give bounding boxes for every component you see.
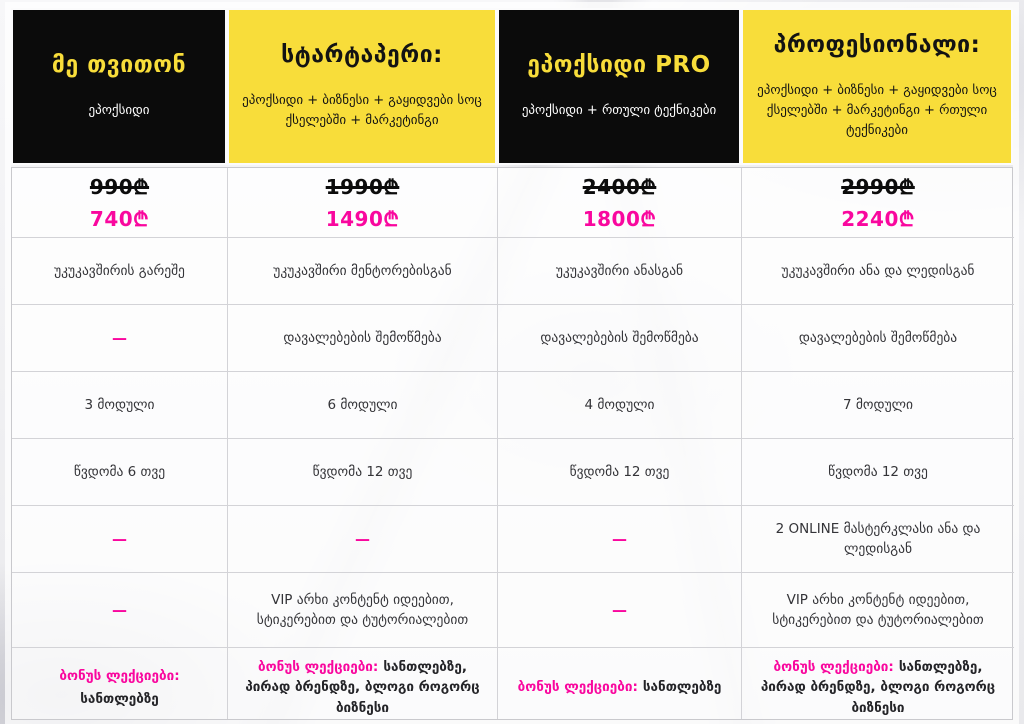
feature-cell-dash: —: [12, 305, 228, 372]
price-cell: [12, 168, 228, 238]
plan-header-4: [741, 8, 1013, 165]
feature-cell: 6 მოდული: [228, 372, 498, 439]
plan-header-3: [497, 8, 741, 165]
plan-title: მე თვითონ: [51, 52, 187, 79]
feature-cell: 4 მოდული: [498, 372, 742, 439]
plan-subtitle: ეპოქსიდი: [88, 102, 150, 118]
feature-cell: წვდომა 12 თვე: [498, 439, 742, 506]
feature-cell: უკუკავშირი მენტორებისგან: [228, 238, 498, 305]
feature-cell: 7 მოდული: [742, 372, 1014, 439]
feature-cell: VIP არხი კონტენტ იდეებით, სტიკერებით და ტუტორიალებით: [742, 573, 1014, 648]
feature-cell-dash: —: [498, 506, 742, 573]
feature-cell: 3 მოდული: [12, 372, 228, 439]
old-price: 1990₾: [325, 174, 400, 199]
feature-cell: დავალებების შემოწმება: [228, 305, 498, 372]
old-price: 990₾: [89, 174, 150, 199]
plan-header-2: [227, 8, 497, 165]
bonus-text: სანთლებზე, პირად ბრენდზე, ბლოგი როგორც ბიზნესი: [245, 659, 480, 716]
feature-cell: უკუკავშირი ანასგან: [498, 238, 742, 305]
feature-cell-dash: —: [12, 573, 228, 648]
feature-cell: წვდომა 12 თვე: [742, 439, 1014, 506]
plan-title: პროფესიონალი:: [773, 32, 981, 59]
feature-cell-dash: —: [498, 573, 742, 648]
new-price: 740₾: [89, 206, 150, 231]
price-cell: [498, 168, 742, 238]
feature-cell: დავალებების შემოწმება: [742, 305, 1014, 372]
price-cell: [228, 168, 498, 238]
feature-cell: წვდომა 12 თვე: [228, 439, 498, 506]
old-price: 2400₾: [582, 174, 657, 199]
feature-cell: უკუკავშირი ანა და ლედისგან: [742, 238, 1014, 305]
new-price: 1800₾: [582, 206, 657, 231]
bonus-cell: [498, 648, 742, 719]
bonus-label: ბონუს ლექციები:: [517, 679, 638, 696]
bonus-text: სანთლებზე: [642, 679, 722, 696]
bonus-cell: [742, 648, 1014, 719]
feature-cell: 2 ONLINE მასტერკლასი ანა და ლედისგან: [742, 506, 1014, 573]
plan-headers-row: [11, 8, 1013, 165]
plan-title: სტარტაპერი:: [281, 42, 443, 69]
new-price: 2240₾: [841, 206, 915, 231]
pricing-comparison-table: [11, 8, 1013, 720]
old-price: 2990₾: [841, 174, 915, 199]
price-cell: [742, 168, 1014, 238]
bonus-text: სანთლებზე, პირად ბრენდზე, ბლოგი როგორც ბიზნესი: [760, 659, 996, 716]
feature-cell: უკუკავშირის გარეშე: [12, 238, 228, 305]
plan-features-grid: [11, 167, 1013, 720]
feature-cell-dash: —: [228, 506, 498, 573]
plan-subtitle: ეპოქსიდი + რთული ტექნიკები: [521, 102, 717, 118]
bonus-label: ბონუს ლექციები:: [59, 667, 180, 684]
feature-cell: დავალებების შემოწმება: [498, 305, 742, 372]
plan-title: ეპოქსიდი PRO: [527, 52, 711, 79]
bonus-label: ბონუს ლექციები:: [773, 659, 894, 676]
bonus-label: ბონუს ლექციები:: [258, 659, 379, 676]
new-price: 1490₾: [325, 206, 400, 231]
plan-subtitle: ეპოქსიდი + ბიზნესი + გაყიდვები სოც ქსელებში + მარკეტინგი + რთული ტექნიკები: [757, 82, 997, 138]
feature-cell: წვდომა 6 თვე: [12, 439, 228, 506]
plan-header-1: [11, 8, 227, 165]
bonus-cell: [12, 648, 228, 719]
plan-subtitle: ეპოქსიდი + ბიზნესი + გაყიდვები სოც ქსელებში + მარკეტინგი: [242, 92, 482, 128]
feature-cell-dash: —: [12, 506, 228, 573]
feature-cell: VIP არხი კონტენტ იდეებით, სტიკერებით და ტუტორიალებით: [228, 573, 498, 648]
bonus-cell: [228, 648, 498, 719]
bonus-text: სანთლებზე: [80, 691, 159, 707]
